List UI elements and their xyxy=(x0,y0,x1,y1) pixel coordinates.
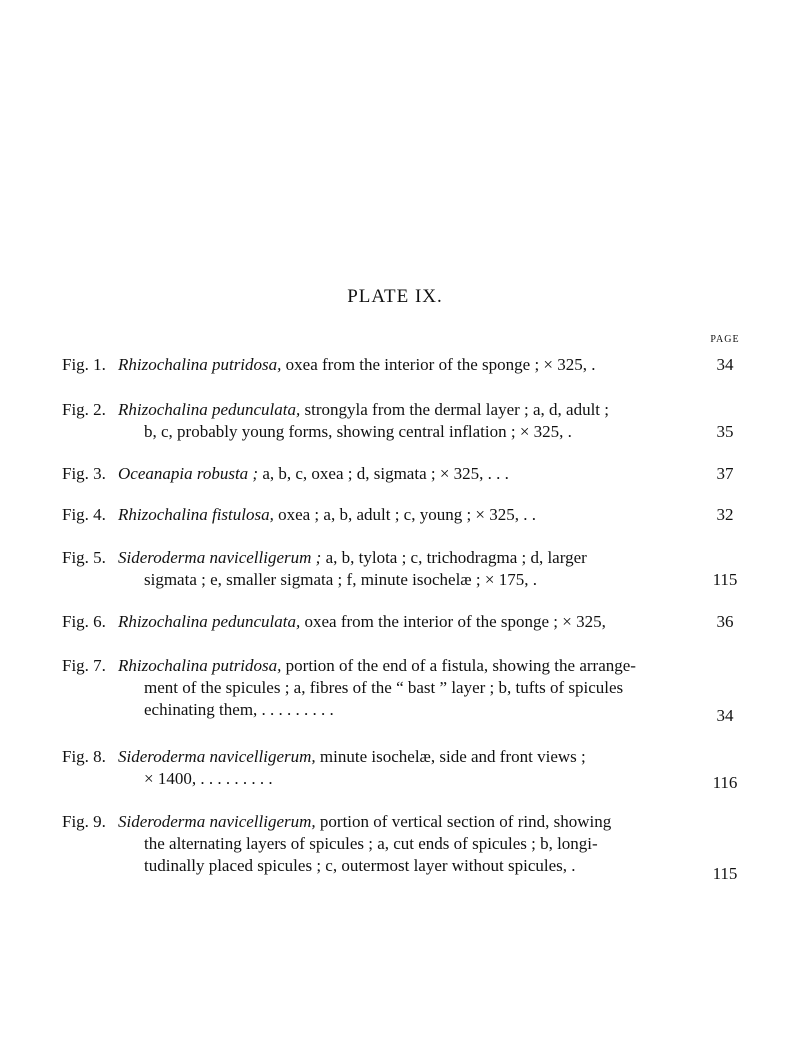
page-number: 34 xyxy=(716,706,734,725)
caption-text: a, b, c, oxea ; d, sigmata ; × 325, . . . xyxy=(262,464,509,483)
species-name: Rhizochalina putridosa, xyxy=(118,656,282,675)
figure-caption xyxy=(118,504,678,526)
caption-text: oxea from the interior of the sponge ; × 325, . xyxy=(285,355,596,374)
page-number: 37 xyxy=(716,464,734,483)
figure-caption xyxy=(118,746,678,790)
caption-line xyxy=(118,611,678,633)
species-name: Rhizochalina putridosa, xyxy=(118,355,282,374)
caption-line: tudinally placed spicules ; c, outermost layer without spicules, . xyxy=(144,856,576,875)
caption-text: minute isochelæ, side and front views ; xyxy=(319,747,586,766)
caption-text: oxea from the interior of the sponge ; × 325, xyxy=(304,612,606,631)
species-name: Sideroderma navicelligerum ; xyxy=(118,548,322,567)
figure-caption xyxy=(118,547,678,591)
caption-line: × 1400, . . . . . . . . . xyxy=(144,769,273,788)
page-number: 32 xyxy=(716,505,734,524)
caption-text: oxea ; a, b, adult ; c, young ; × 325, . . xyxy=(278,505,537,524)
figure-caption xyxy=(118,655,678,721)
figure-label: Fig. 2. xyxy=(62,400,106,419)
figure-label: Fig. 5. xyxy=(62,548,106,567)
caption-text: portion of the end of a fistula, showing the arrange- xyxy=(285,656,636,675)
page-number: 116 xyxy=(712,773,738,792)
caption-line xyxy=(118,399,678,421)
page-number: 34 xyxy=(716,355,734,374)
page-number: 115 xyxy=(712,864,738,883)
caption-text: strongyla from the dermal layer ; a, d, adult ; xyxy=(304,400,610,419)
caption-line: ment of the spicules ; a, fibres of the “ bast ” layer ; b, tufts of spicules xyxy=(144,678,624,697)
page-number: 115 xyxy=(712,570,738,589)
figure-label: Fig. 7. xyxy=(62,656,106,675)
caption-line xyxy=(118,547,678,569)
caption-line: echinating them, . . . . . . . . . xyxy=(144,700,334,719)
species-name: Sideroderma navicelligerum, xyxy=(118,812,316,831)
figure-caption xyxy=(118,463,678,485)
species-name: Sideroderma navicelligerum, xyxy=(118,747,316,766)
figure-caption xyxy=(118,611,678,633)
species-name: Rhizochalina pedunculata, xyxy=(118,612,301,631)
figure-label: Fig. 3. xyxy=(62,464,106,483)
figure-caption xyxy=(118,811,678,877)
figure-label: Fig. 4. xyxy=(62,505,106,524)
caption-line xyxy=(118,463,678,485)
page-number: 36 xyxy=(716,612,734,631)
figure-label: Fig. 9. xyxy=(62,812,106,831)
figure-caption xyxy=(118,354,678,376)
caption-text: portion of vertical section of rind, showing xyxy=(319,812,612,831)
page-column-header: PAGE xyxy=(710,334,740,345)
caption-line xyxy=(118,746,678,768)
plate-title: PLATE IX. xyxy=(347,286,443,307)
caption-line: sigmata ; e, smaller sigmata ; f, minute isochelæ ; × 175, . xyxy=(144,570,537,589)
species-name: Rhizochalina pedunculata, xyxy=(118,400,301,419)
caption-text: a, b, tylota ; c, trichodragma ; d, larger xyxy=(325,548,587,567)
species-name: Oceanapia robusta ; xyxy=(118,464,259,483)
caption-line: b, c, probably young forms, showing central inflation ; × 325, . xyxy=(144,422,572,441)
caption-line xyxy=(118,655,678,677)
species-name: Rhizochalina fistulosa, xyxy=(118,505,274,524)
caption-line: the alternating layers of spicules ; a, cut ends of spicules ; b, longi- xyxy=(144,834,598,853)
figure-label: Fig. 1. xyxy=(62,355,106,374)
caption-line xyxy=(118,811,678,833)
page-number: 35 xyxy=(716,422,734,441)
figure-label: Fig. 8. xyxy=(62,747,106,766)
caption-line xyxy=(118,354,678,376)
figure-caption xyxy=(118,399,678,443)
figure-label: Fig. 6. xyxy=(62,612,106,631)
caption-line xyxy=(118,504,678,526)
